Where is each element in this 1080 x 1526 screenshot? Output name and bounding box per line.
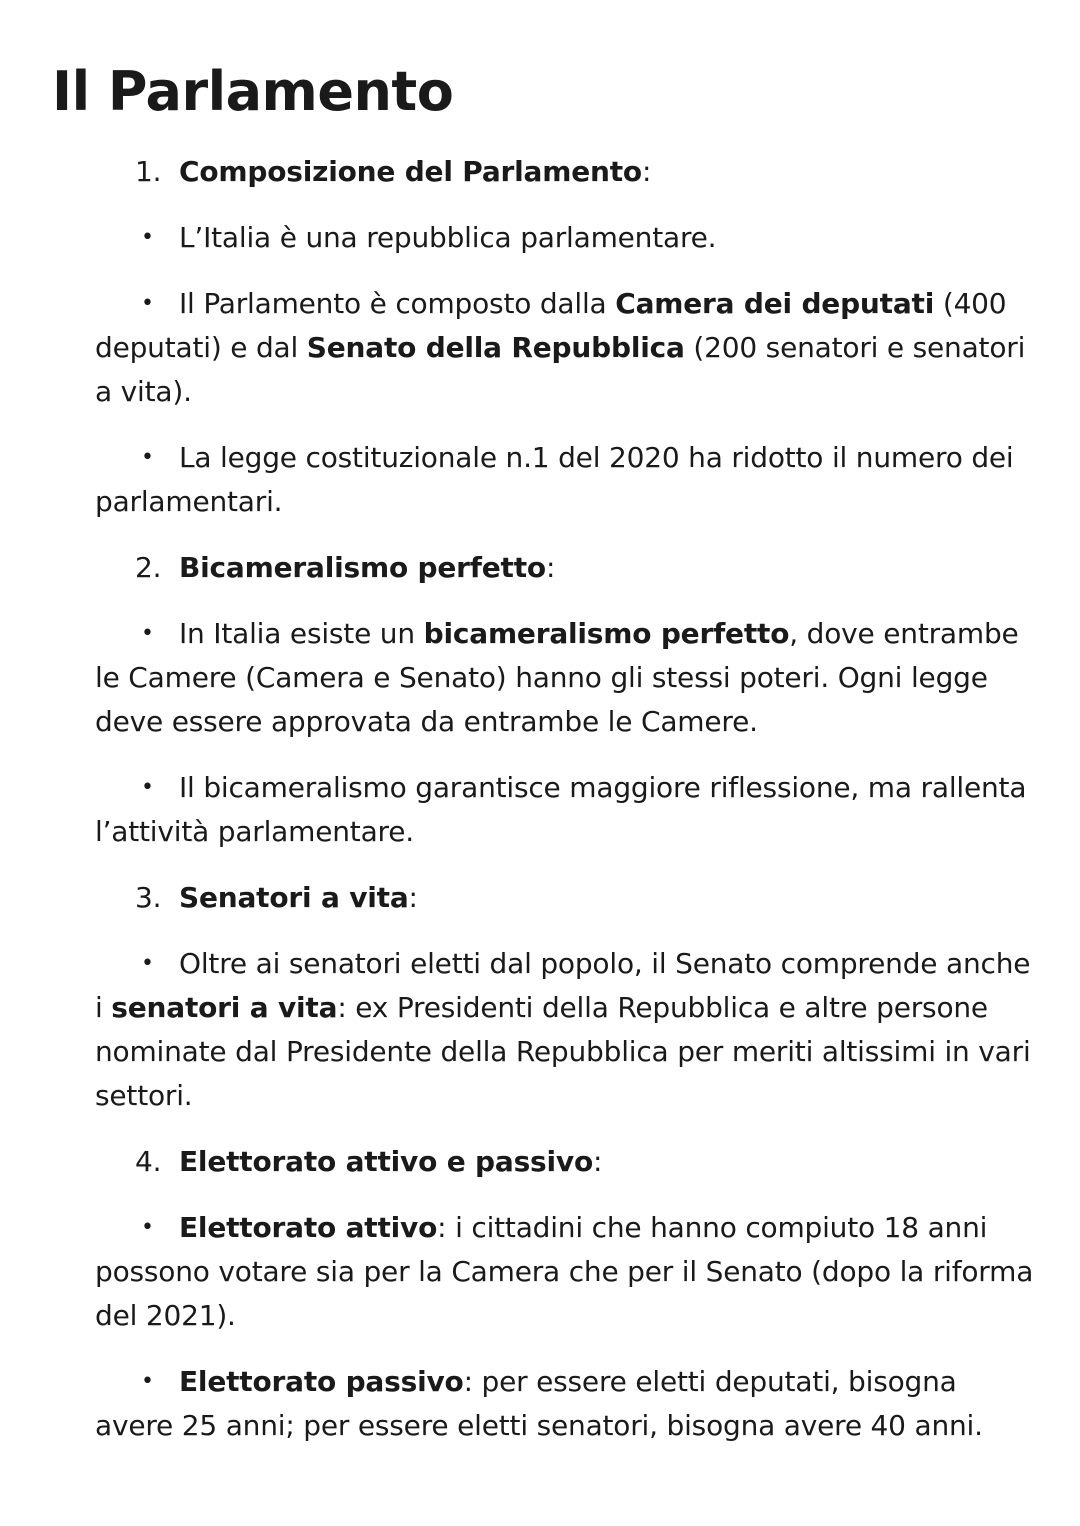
- heading-colon: :: [408, 881, 418, 914]
- bullet-icon: •: [141, 291, 154, 316]
- section-number: 3.: [135, 881, 162, 914]
- list-item: [95, 766, 1035, 854]
- bullet-icon: •: [141, 621, 154, 646]
- item-bold-text: senatori a vita: [111, 991, 338, 1024]
- item-bold-text: Elettorato passivo: [179, 1365, 464, 1398]
- section-heading-composizione: [95, 150, 1035, 194]
- list-item: [95, 1206, 1035, 1338]
- heading-colon: :: [641, 155, 652, 188]
- list-item: [95, 1360, 1035, 1448]
- item-text: In Italia esiste un: [179, 617, 424, 650]
- item-text: L’Italia è una repubblica parlamentare.: [179, 221, 717, 254]
- list-item: [95, 216, 1035, 260]
- list-item: [95, 436, 1035, 524]
- section-heading-bicameralismo: [95, 546, 1035, 590]
- section-heading-senatori: [95, 876, 1035, 920]
- item-bold-text: Elettorato attivo: [179, 1211, 438, 1244]
- list-item: [95, 942, 1035, 1118]
- section-heading-elettorato: [95, 1140, 1035, 1184]
- document-body: [95, 150, 1035, 1470]
- page-title: Il Parlamento: [52, 60, 454, 123]
- list-item: [95, 282, 1035, 414]
- item-text: Il Parlamento è composto dalla: [179, 287, 616, 320]
- bullet-icon: •: [141, 1215, 154, 1240]
- item-bold-text: Camera dei deputati: [615, 287, 935, 320]
- section-heading-text: Composizione del Parlamento: [179, 155, 642, 188]
- bullet-icon: •: [141, 951, 154, 976]
- bullet-icon: •: [141, 445, 154, 470]
- item-bold-text: Senato della Repubblica: [306, 331, 685, 364]
- item-text: Oltre ai senatori eletti dal popolo, il Senato comprende anche i: [95, 947, 1031, 1024]
- item-text: , dove entrambe le Camere (Camera e Senato) hanno gli stessi poteri. Ogni legge deve essere approvata da entrambe le Camere.: [95, 617, 1019, 738]
- section-number: 2.: [135, 551, 162, 584]
- item-text: : ex Presidenti della Repubblica e altre persone nominate dal Presidente della Repubblica per meriti altissimi in vari settori.: [95, 991, 1031, 1112]
- bullet-icon: •: [141, 1369, 154, 1394]
- item-bold-text: bicameralismo perfetto: [423, 617, 790, 650]
- item-text: (400 deputati) e dal: [95, 287, 1007, 364]
- section-number: 1.: [135, 155, 162, 188]
- section-heading-text: Bicameralismo perfetto: [179, 551, 546, 584]
- item-text: : per essere eletti deputati, bisogna avere 25 anni; per essere eletti senatori, bisogna avere 40 anni.: [95, 1365, 983, 1442]
- item-text: La legge costituzionale n.1 del 2020 ha ridotto il numero dei parlamentari.: [95, 441, 1014, 518]
- item-text: (200 senatori e senatori a vita).: [95, 331, 1026, 408]
- list-item: [95, 612, 1035, 744]
- heading-colon: :: [545, 551, 556, 584]
- item-text: Il bicameralismo garantisce maggiore riflessione, ma rallenta l’attività parlamentare.: [95, 771, 1027, 848]
- heading-colon: :: [593, 1145, 603, 1178]
- bullet-icon: •: [141, 775, 154, 800]
- section-heading-text: Elettorato attivo e passivo: [179, 1145, 593, 1178]
- section-heading-text: Senatori a vita: [179, 881, 409, 914]
- section-number: 4.: [135, 1145, 162, 1178]
- bullet-icon: •: [141, 225, 154, 250]
- item-text: : i cittadini che hanno compiuto 18 anni possono votare sia per la Camera che per il Senato (dopo la riforma del 2021).: [95, 1211, 1034, 1332]
